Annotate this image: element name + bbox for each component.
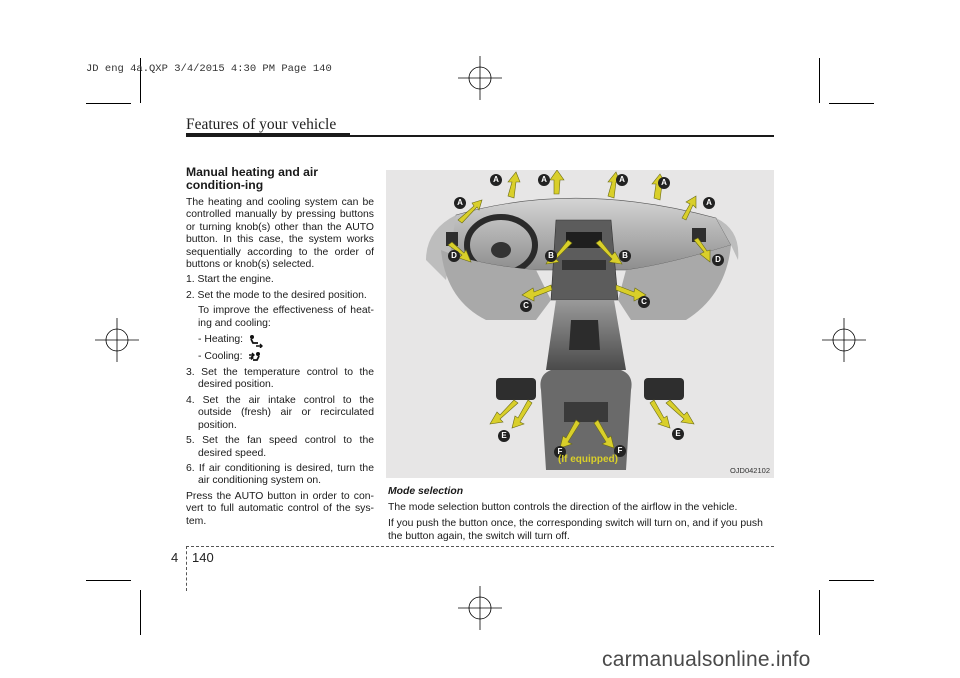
left-text-column (186, 166, 374, 531)
vent-label-a: A (616, 174, 628, 186)
page-number: 140 (192, 550, 214, 565)
site-watermark: carmanualsonline.info (602, 648, 811, 671)
dashboard-illustration (386, 170, 774, 478)
chapter-number: 4 (171, 550, 179, 565)
vent-label-f: F (554, 446, 566, 458)
cooling-label: - Cooling: (198, 351, 243, 363)
step-1: 1. Start the engine. (186, 274, 274, 286)
crop-mark (819, 58, 820, 103)
improve-note: To improve the effectiveness of heat-ing and cooling: (198, 305, 374, 329)
if-equipped-note: (If equipped) (558, 454, 618, 465)
step-5: 5. Set the fan speed control to the desired speed. (186, 435, 374, 459)
crop-mark (86, 103, 131, 104)
print-slug: JD eng 4a.QXP 3/4/2015 4:30 PM Page 140 (86, 63, 332, 75)
vent-label-e: E (498, 430, 510, 442)
section-heading: Manual heating and air condition-ing (186, 165, 319, 192)
header-rule (350, 135, 774, 137)
mode-selection-section (388, 485, 774, 546)
cooling-line (186, 350, 374, 365)
registration-target-icon (822, 318, 866, 362)
mode-selection-p1: The mode selection button controls the direction of the airflow in the vehicle. (388, 502, 738, 513)
crop-mark (140, 590, 141, 635)
header-rule (186, 133, 350, 137)
vent-label-a: A (538, 174, 550, 186)
vent-label-c: C (638, 296, 650, 308)
footer-rule (186, 546, 774, 547)
vent-label-e: E (672, 428, 684, 440)
heating-line (186, 333, 374, 348)
vent-label-b: B (545, 250, 557, 262)
mode-selection-title: Mode selection (388, 486, 464, 497)
step-3: 3. Set the temperature control to the desired position. (186, 367, 374, 391)
vent-label-a: A (454, 197, 466, 209)
mode-selection-p2: If you push the button once, the corresponding switch will turn on, and if you push the button again, the switch will turn off. (388, 518, 763, 542)
intro-paragraph: The heating and cooling system can be controlled manually by pressing buttons or turning knob(s) other than the AUTO button. In this case, the system works sequentially according to the order of buttons or knob(s) selected. (186, 197, 374, 271)
vent-label-f: F (614, 445, 626, 457)
crop-mark (829, 580, 874, 581)
heating-mode-icon (248, 334, 264, 348)
figure-code: OJD042102 (729, 466, 770, 475)
vent-label-a: A (703, 197, 715, 209)
footer-divider (186, 546, 187, 591)
vent-diagram-figure (386, 170, 774, 478)
auto-paragraph: Press the AUTO button in order to con-vert to full automatic control of the sys-tem. (186, 490, 374, 527)
page-header-title: Features of your vehicle (186, 116, 337, 133)
vent-label-b: B (619, 250, 631, 262)
registration-target-icon (95, 318, 139, 362)
vent-label-d: D (712, 254, 724, 266)
crop-mark (86, 580, 131, 581)
registration-target-icon (458, 586, 502, 630)
crop-mark (819, 590, 820, 635)
step-6: 6. If air conditioning is desired, turn the air conditioning system on. (186, 462, 374, 487)
vent-label-a: A (490, 174, 502, 186)
cooling-mode-icon (247, 351, 263, 365)
vent-label-d: D (448, 250, 460, 262)
crop-mark (829, 103, 874, 104)
vent-label-c: C (520, 300, 532, 312)
heating-label: - Heating: (198, 334, 244, 346)
vent-label-a: A (658, 177, 670, 189)
registration-target-icon (458, 56, 502, 100)
step-4: 4. Set the air intake control to the outside (fresh) air or recirculated position. (186, 394, 374, 431)
step-2: 2. Set the mode to the desired position. (186, 289, 367, 301)
